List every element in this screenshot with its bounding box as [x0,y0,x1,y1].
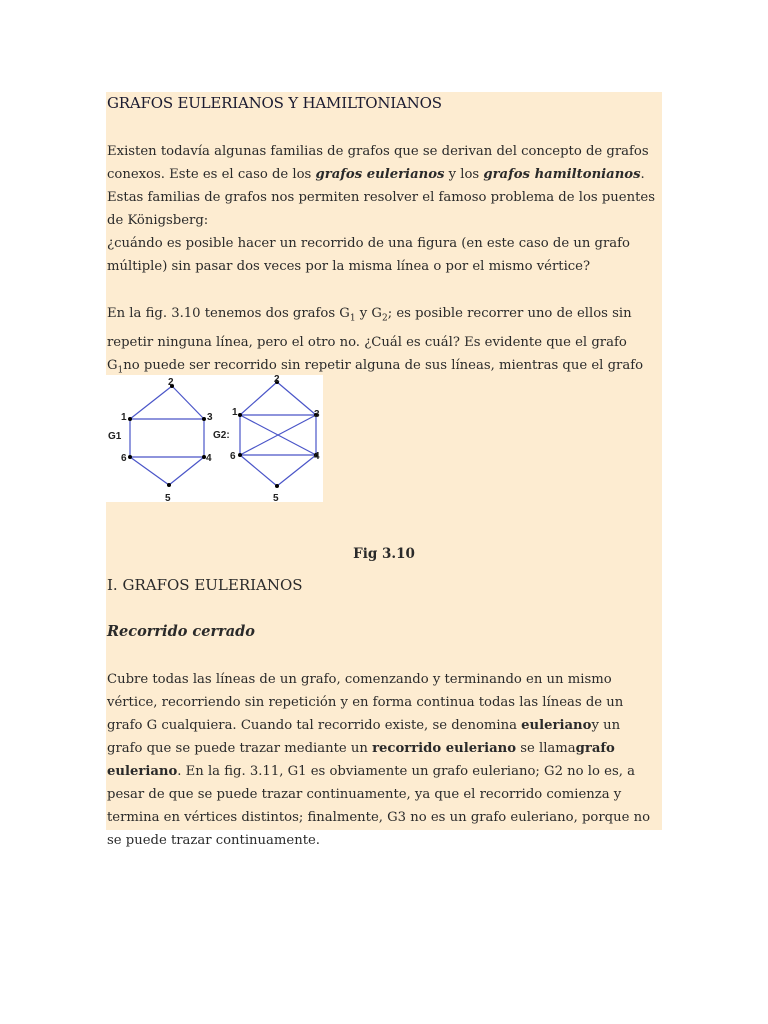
g2-node-3: 3 [314,409,320,420]
g2-vertices [238,380,318,488]
fig-sub-3: 1 [117,365,124,376]
body-text-3: se llama [516,741,576,756]
g2-node-6: 6 [230,451,236,462]
g1-node-1: 1 [121,412,127,423]
body-paragraph [107,668,659,852]
intro-text-1: Existen todavía algunas familias de grafos que se derivan del concepto de grafos conexos. Este es el caso de los [107,144,649,182]
fig-text-2: y G [355,306,382,321]
subsection-heading: Recorrido cerrado [107,623,255,640]
g2-label: G2: [213,430,230,441]
figure-caption: Fig 3.10 [353,546,415,562]
intro-text-3: . Estas familias de grafos nos permiten resolver el famoso problema de los puentes de Königsberg: [107,167,655,228]
g2-edges [240,382,316,486]
term-euleriano: euleriano [521,718,592,733]
fig-text-4: no puede ser recorrido sin repetir alguna de sus líneas, mientras que el grafo [123,357,644,373]
g1-node-4: 4 [206,453,212,464]
document-page [106,92,662,848]
section-heading: I. GRAFOS EULERIANOS [107,576,303,594]
g1-vertices [128,384,206,487]
body-text-4: . En la fig. 3.11, G1 es obviamente un grafo euleriano; G2 no lo es, a pesar de que se puede trazar continuamente, ya que el recorrido comienza y termina en vértices distintos; finalmente, G3 no es un grafo euleriano, porque no se puede trazar continuamente. [107,764,651,848]
intro-text-2: y los [444,167,484,182]
g1-label: G1 [108,431,122,442]
term-recorrido-euleriano: recorrido euleriano [372,741,517,756]
fig-text-1: En la fig. 3.10 tenemos dos grafos G [107,306,350,321]
g2-node-1: 1 [232,407,238,418]
term-grafo-euleriano: grafo euleriano [107,741,615,779]
fig-sub-1: 1 [349,313,356,324]
g1-edges [130,386,204,485]
fig-sub-2: 2 [381,313,388,324]
g1-node-3: 3 [207,412,213,423]
term-grafos-hamiltonianos: grafos hamiltonianos [483,167,641,182]
g2-node-5: 5 [273,493,279,502]
intro-paragraph [107,140,659,278]
body-text-1: Cubre todas las líneas de un grafo, comenzando y terminando en un mismo vértice, recorriendo sin repetición y en forma continua todas las líneas de un grafo G cualquiera. Cuando tal recorrido existe, se denomina [107,672,624,733]
graph-figure [106,375,323,502]
term-grafos-eulerianos: grafos eulerianos [315,167,445,182]
intro-question: ¿cuándo es posible hacer un recorrido de una figura (en este caso de un grafo múltiple) sin pasar dos veces por la misma línea o por el mismo vértice? [107,236,630,274]
fig-text-3: ; es posible recorrer uno de ellos sin repetir ninguna línea, pero el otro no. ¿Cuál es cuál? Es evidente que el grafo G [107,306,632,373]
body-text-2: y un grafo que se puede trazar mediante un [107,718,621,756]
g2-node-4: 4 [314,451,320,462]
g2-node-2: 2 [274,375,280,385]
document-title: GRAFOS EULERIANOS Y HAMILTONIANOS [107,94,442,112]
g1-node-2: 2 [168,377,174,388]
g1-node-6: 6 [121,453,127,464]
g1-node-5: 5 [165,493,171,502]
graph-diagram [106,375,323,502]
